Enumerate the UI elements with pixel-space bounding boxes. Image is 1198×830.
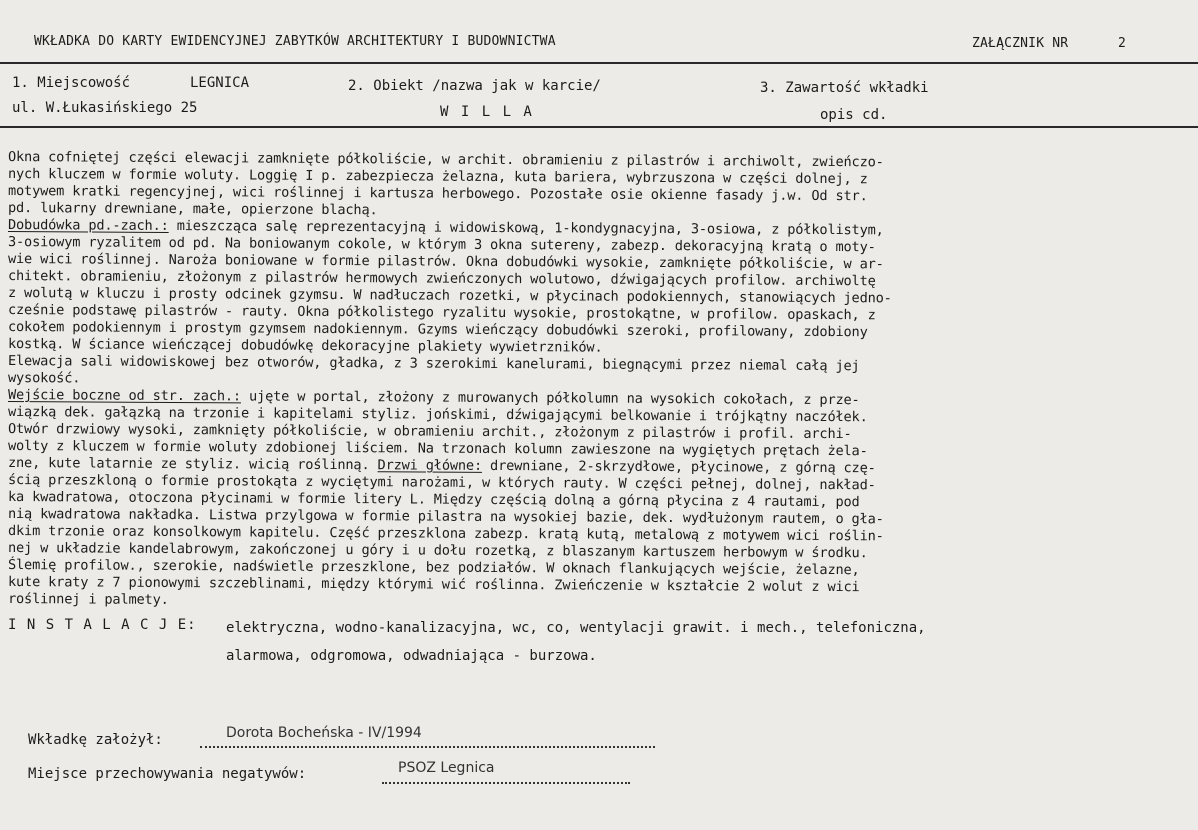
content-label: 3. Zawartość wkładki xyxy=(760,80,929,96)
text-segment: Elewacja sali widowiskowej bez otworów, gładka, z 3 szerokimi kanelurami, biegnącymi przez niemal całą jej xyxy=(7,353,860,375)
text-segment: Okna cofniętej części elewacji zamknięte półkoliście, w archit. obramieniu z pilastrów i archiwolt, zwieńczo- xyxy=(7,149,884,171)
top-rule xyxy=(0,62,1198,64)
section-heading: Dobudówka pd.-zach.: xyxy=(7,217,169,234)
installations-line-2: alarmowa, odgromowa, odwadniająca - burzowa. xyxy=(226,648,597,664)
text-segment: nią kwadratowa nakładka. Listwa przylgowa w formie pilastra na wysokiej bazie, dek. wydłużonym rautem, o gła- xyxy=(7,506,884,528)
text-segment: z wolutą w kluczu i prosty odcinek gzymsu. W nadłuczach rozetki, w płycinach podokiennych, stanowiących jedno- xyxy=(7,285,892,307)
object-value: W I L L A xyxy=(440,104,534,120)
negatives-dotted-line xyxy=(382,782,630,784)
fields-rule xyxy=(0,126,1198,128)
text-line xyxy=(8,201,378,217)
location-label: 1. Miejscowość xyxy=(12,75,131,91)
installations-label: I N S T A L A C J E: xyxy=(8,617,197,633)
text-segment: chitekt. obramieniu, złożonym z pilastrów hermowych zwieńczonych wolutowo, dźwigających profilow. archiwoltę xyxy=(7,268,876,290)
text-segment: wie wici roślinnej. Naroża boniowane w formie pilastrów. Okna dobudówki wysokie, zamknięte półkoliście, w ar- xyxy=(7,251,884,273)
text-segment: pd. lukarny drewniane, małe, opierzone blachą. xyxy=(7,200,378,219)
document-title: WKŁADKA DO KARTY EWIDENCYJNEJ ZABYTKÓW ARCHITEKTURY I BUDOWNICTWA xyxy=(34,34,556,49)
text-segment: 3-osiowym ryzalitem od pd. Na boniowanym cokole, w którym 3 okna sutereny, zabezp. dekoracyjną kratą o moty- xyxy=(7,234,876,256)
text-segment: ka kwadratowa, otoczona płycinami w formie litery L. Między częścią dolną a górną płycina z 4 rautami, pod xyxy=(7,489,860,511)
text-segment: Ślemię profilow., szerokie, nadświetle przeszklone, bez podziałów. W oknach flankujących wejście, żelazne, xyxy=(7,557,860,579)
text-line xyxy=(8,354,860,373)
address: ul. W.Łukasińskiego 25 xyxy=(12,100,198,116)
text-segment: kute kraty z 7 pionowymi szczeblinami, między którymi wić roślinna. Zwieńczenie w kształcie 2 wolut z wici xyxy=(7,574,860,596)
object-label: 2. Obiekt /nazwa jak w karcie/ xyxy=(348,78,601,94)
author-value: Dorota Bocheńska - IV/1994 xyxy=(226,725,422,741)
text-segment: ścią przeszkloną o formie prostokąta z wyciętymi narożami, w których rauty. W części pełnej, dolnej, nakład- xyxy=(7,472,876,494)
text-segment: roślinnej i palmety. xyxy=(7,591,169,608)
text-segment: nych kluczem w formie woluty. Loggię I p. zabezpiecza żelazna, kuta bariera, wybrzuszona w części dolnej, z xyxy=(7,166,868,188)
text-segment: ujęte w portal, złożony z murowanych półkolumn na wysokich cokołach, z prze- xyxy=(240,388,860,409)
negatives-label: Miejsce przechowywania negatywów: xyxy=(28,766,307,782)
text-segment: motywem kratki regencyjnej, wici roślinnej i kartusza herbowego. Pozostałe osie okienne fasady j.w. Od str. xyxy=(7,183,868,205)
text-segment: wiązką dek. gałązką na trzonie i kapitelami styliz. jońskimi, dźwigającymi belkowanie i trójkątny naczółek. xyxy=(7,404,868,426)
location-value: LEGNICA xyxy=(190,75,250,91)
text-segment: nej w układzie kandelabrowym, zakończonej u góry i u dołu rozetką, z blaszanym kartuszem herbowym w środku. xyxy=(7,540,868,562)
text-line xyxy=(8,371,80,385)
section-heading: Drzwi główne: xyxy=(377,457,483,474)
text-segment: zne, kute latarnie ze styliz. wicią roślinną. xyxy=(7,455,378,474)
author-label: Wkładkę założył: xyxy=(28,732,163,748)
attachment-label: ZAŁĄCZNIK NR xyxy=(972,36,1069,51)
negatives-value: PSOZ Legnica xyxy=(398,760,495,776)
text-segment: cokołem podokiennym i prostym gzymsem nadokiennym. Gzyms wieńczący dobudówki szeroki, profilowany, zdobiony xyxy=(7,319,868,341)
text-segment: wysokość. xyxy=(7,370,81,387)
text-segment: cześnie podstawę pilastrów - rauty. Okna półkolistego ryzalitu wysokie, prostokątne, w profilow. opaskach, z xyxy=(7,302,876,324)
section-heading: Wejście boczne od str. zach.: xyxy=(7,387,242,405)
attachment-number: 2 xyxy=(1118,36,1127,51)
text-segment: drewniane, 2-skrzydłowe, płycinowe, z górną czę- xyxy=(481,457,876,477)
text-segment: Otwór drzwiowy wysoki, zamknięty półkoliście, w obramieniu archit., złożonym z pilastrów i profil. archi- xyxy=(7,421,852,443)
installations-line-1: elektryczna, wodno-kanalizacyjna, wc, co, wentylacji grawit. i mech., telefoniczna, xyxy=(226,620,926,636)
text-segment: wolty z kluczem w formie woluty zdobionej liściem. Na trzonach kolumn zawieszone na wygiętych prętach żela- xyxy=(7,438,868,460)
content-value: opis cd. xyxy=(820,107,888,123)
text-line xyxy=(8,337,603,355)
text-segment: dkim trzonie oraz konsolkowym kapitelu. Część przeszklona zabezp. kratą kutą, metalową z motywem wici roślin- xyxy=(7,523,884,545)
author-dotted-line xyxy=(200,746,655,748)
text-segment: kostką. W ściance wieńczącej dobudówkę dekoracyjne plakiety wywietrzników. xyxy=(7,336,603,356)
text-segment: mieszcząca salę reprezentacyjną i widowiskową, 1-kondygnacyjna, 3-osiowa, z półkolistym, xyxy=(168,217,884,239)
text-line xyxy=(8,592,169,607)
